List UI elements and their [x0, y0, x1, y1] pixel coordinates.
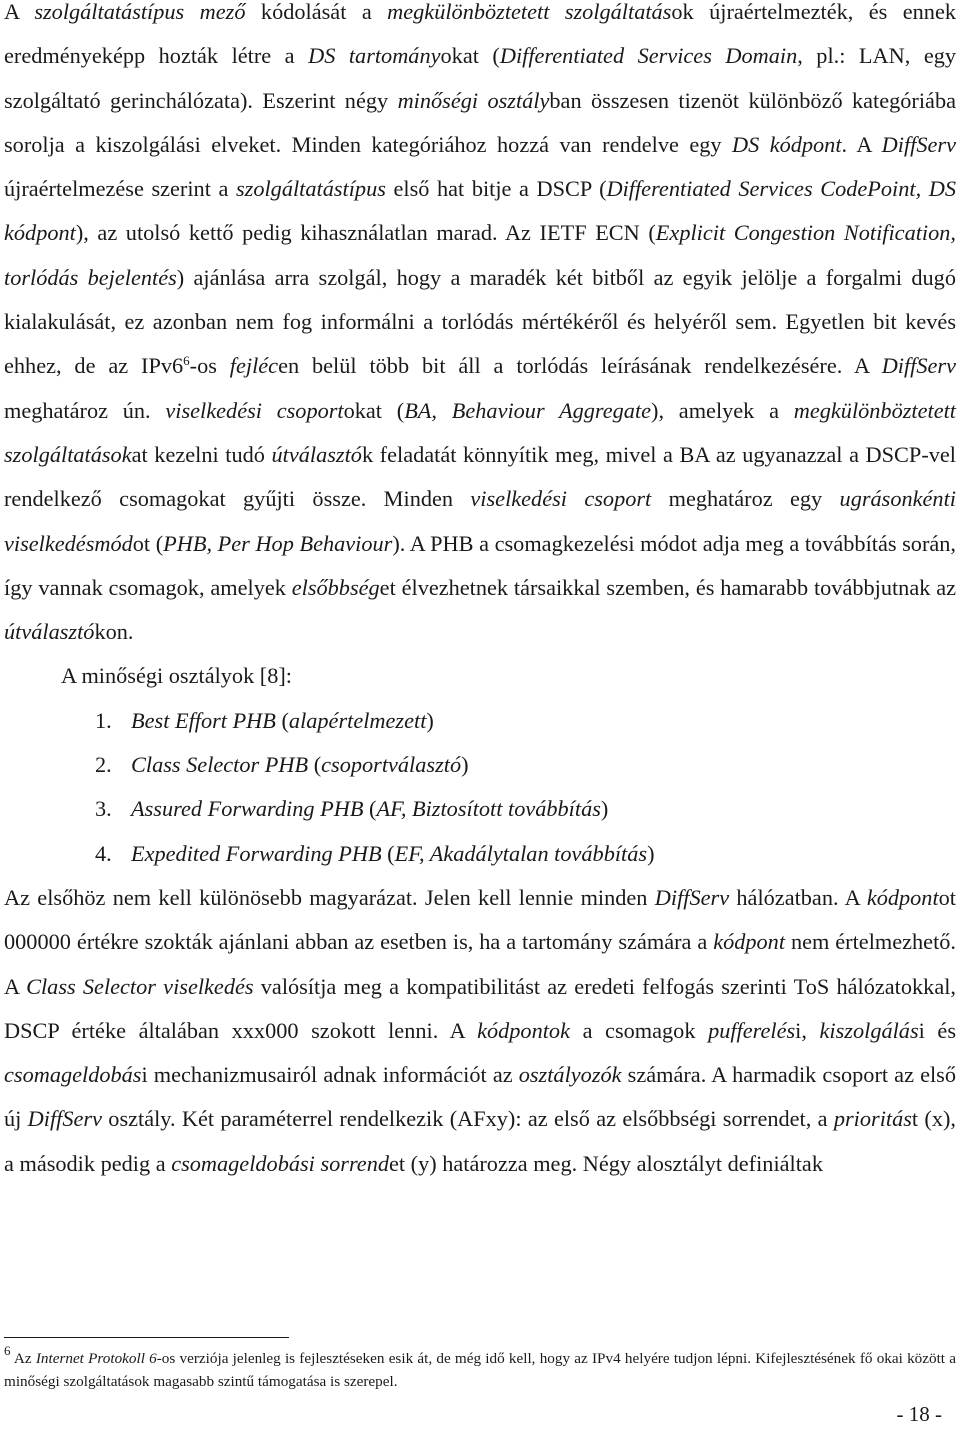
text-run: Az elsőhöz nem kell különösebb magyarázat. Jelen kell lennie minden [4, 884, 655, 910]
italic-term: minőségi osztály [397, 87, 550, 113]
text-run: Az [10, 1350, 36, 1367]
text-run: k feladatát könnyítik meg, mivel a BA az ugyanazzal a DSCP-vel rendelkező csomagokat gyűjti össze. Minden [4, 441, 956, 512]
italic-term: DS kódpont [731, 131, 842, 157]
text-run: újraértelmezése szerint a [4, 176, 236, 202]
text-run: ). A PHB a csomagkezelési módot adja meg a továbbítás során, így vannak csomagok, amelyek [4, 530, 957, 600]
italic-term: BA, Behaviour Aggregate [404, 397, 652, 423]
text-run: i mechanizmusairól adnak információt az [141, 1062, 519, 1088]
italic-term: csomageldobás [4, 1062, 142, 1088]
italic-term: pufferelés [708, 1017, 796, 1043]
text-run: ot 000000 értékre szokták ajánlani abban az esetben is, ha a tartomány számára a [4, 884, 956, 955]
italic-term: Internet Protokoll 6 [35, 1350, 157, 1367]
text-run: okat ( [440, 43, 500, 69]
text-run: nem értelmezhető. A [4, 929, 956, 999]
italic-term: DiffServ [654, 884, 730, 910]
text-run: at kezelni tudó [131, 441, 272, 467]
quality-classes-heading: A minőségi osztályok [8]: [61, 663, 292, 689]
italic-term: DiffServ [27, 1106, 102, 1132]
text-run: ( [308, 752, 322, 778]
text-run: ), az utolsó kettő pedig kihasználatlan marad. Az IETF ECN ( [75, 220, 656, 246]
text-run: et élvezhetnek társaikkal szemben, és hamarabb továbbjutnak az [379, 574, 957, 600]
quality-classes-list [4, 699, 956, 876]
text-run: -os verziója jelenleg is fejlesztéseken esik át, de még idő kell, hogy az IPv4 helyére tudjon lépni. Kifejlesztésének fő okai között a minőségi szolgáltatások magasabb szintű támogatása is szerepel. [4, 1350, 956, 1390]
footnote-separator [4, 1337, 289, 1338]
text-run: . A [841, 131, 882, 157]
list-item: 3. Assured Forwarding PHB (AF, Biztosított továbbítás) [95, 796, 609, 822]
italic-term: alapértelmezett [288, 707, 427, 733]
text-run: a csomagok [569, 1017, 709, 1043]
italic-term: DiffServ [881, 131, 956, 157]
italic-term: elsőbbség [291, 574, 380, 600]
italic-term: útválasztó [4, 619, 95, 645]
list-item: 1. Best Effort PHB (alapértelmezett) [95, 707, 434, 733]
page-number: - 18 - [896, 1402, 942, 1426]
text-run: ( [363, 796, 377, 822]
italic-term: Explicit Congestion Notification, torlódás bejelentés [4, 220, 956, 290]
text-run: A [4, 0, 35, 24]
italic-term: viselkedési csoport [470, 486, 652, 512]
text-run: ban összesen tizenöt különböző kategóriába sorolja a kiszolgálási elveket. Minden kategóriához hozzá van rendelve egy [4, 87, 956, 157]
italic-term: AF, Biztosított továbbítás [376, 796, 601, 822]
italic-term: szolgáltatástípus mező [34, 0, 246, 24]
text-run: ) ajánlása arra szolgál, hogy a maradék két bitből az egyik jelölje a forgalmi dugó kialakulását, ez azonban nem fog informálni a torlódás mértékéről és helyéről sem. Egyetlen bit kevés ehhez, de az IPv6 [4, 264, 956, 379]
italic-term: csomageldobási sorrend [171, 1150, 389, 1176]
italic-term: Best Effort PHB [131, 707, 276, 733]
italic-term: Class Selector viselkedés [26, 973, 254, 999]
text-run: okat ( [343, 397, 405, 423]
italic-term: csoportválasztó [321, 752, 462, 778]
text-run: ) [647, 840, 655, 866]
footnote-ref: 6 [183, 353, 190, 369]
text-run: ) [426, 707, 434, 733]
text-run: osztály. Két paraméterrel rendelkezik (AFxy): az első az elsőbbségi sorrendet, a [101, 1106, 834, 1132]
list-item: 4. Expedited Forwarding PHB (EF, Akadálytalan továbbítás) [95, 840, 655, 866]
text-run: számára. A harmadik csoport az első új [4, 1062, 957, 1132]
text-run: ) [461, 752, 469, 778]
text-run: első hat bitje a DSCP ( [385, 176, 607, 202]
italic-term: fejléc [229, 353, 279, 379]
text-run: , pl.: LAN, egy szolgáltató gerinchálózata). Eszerint négy [4, 43, 957, 113]
text-run: ot ( [132, 530, 164, 556]
italic-term: kiszolgálás [819, 1017, 919, 1043]
italic-term: PHB, Per Hop Behaviour [163, 530, 393, 556]
italic-term: DS tartomány [308, 43, 441, 69]
italic-term: EF, Akadálytalan továbbítás [394, 840, 648, 866]
text-run: meghatároz ún. [4, 397, 166, 423]
footnote [4, 1343, 956, 1393]
footnote-ref: 6 [4, 1343, 11, 1358]
italic-term: kódpont [713, 929, 786, 955]
text-run: t (x), a második pedig a [4, 1106, 956, 1176]
italic-term: Expedited Forwarding PHB [131, 840, 382, 866]
text-run: ok újraértelmezték, és ennek eredményeképp hozták létre a [4, 0, 957, 69]
italic-term: DiffServ [881, 353, 956, 379]
text-run: ( [381, 840, 395, 866]
italic-term: megkülönböztetett szolgáltatás [387, 0, 672, 24]
paragraph-classes-explanation [4, 876, 956, 1186]
italic-term: Assured Forwarding PHB [131, 796, 364, 822]
italic-term: osztályozók [518, 1062, 622, 1088]
text-run: ), amelyek a [651, 397, 794, 423]
italic-term: ugrásonkénti viselkedésmód [4, 486, 956, 556]
text-run: valósítja meg a kompatibilitást az eredeti felfogás szerinti ToS hálózatokkal, DSCP értéke általában xxx000 szokott lenni. A [4, 973, 956, 1043]
italic-term: kódpontok [477, 1017, 570, 1043]
text-run: -os [189, 353, 230, 379]
italic-term: megkülönböztetett szolgáltatások [4, 397, 956, 467]
text-run: ) [600, 796, 609, 822]
italic-term: Differentiated Services CodePoint, DS kódpont [4, 176, 956, 246]
italic-term: Class Selector PHB [131, 752, 309, 778]
document-page [4, 0, 956, 1186]
paragraph-diffserv-intro [4, 0, 956, 654]
text-run: en belül több bit áll a torlódás leírásának rendelkezésére. A [278, 353, 882, 379]
italic-term: viselkedési csoport [165, 397, 344, 423]
list-item: 2. Class Selector PHB (csoportválasztó) [95, 752, 469, 778]
text-run: meghatároz egy [651, 486, 840, 512]
italic-term: kódpont [866, 884, 939, 910]
text-run: hálózatban. A [729, 884, 867, 910]
text-run: i és [918, 1017, 956, 1043]
text-run: kódolását a [245, 0, 388, 24]
italic-term: Differentiated Services Domain [499, 43, 798, 69]
text-run: et (y) határozza meg. Négy alosztályt definiáltak [389, 1150, 823, 1176]
text-run: kon. [94, 619, 134, 645]
italic-term: szolgáltatástípus [235, 176, 386, 202]
text-run: i, [795, 1017, 820, 1043]
text-run: ( [275, 707, 289, 733]
italic-term: prioritás [833, 1106, 912, 1132]
italic-term: útválasztó [271, 441, 362, 467]
